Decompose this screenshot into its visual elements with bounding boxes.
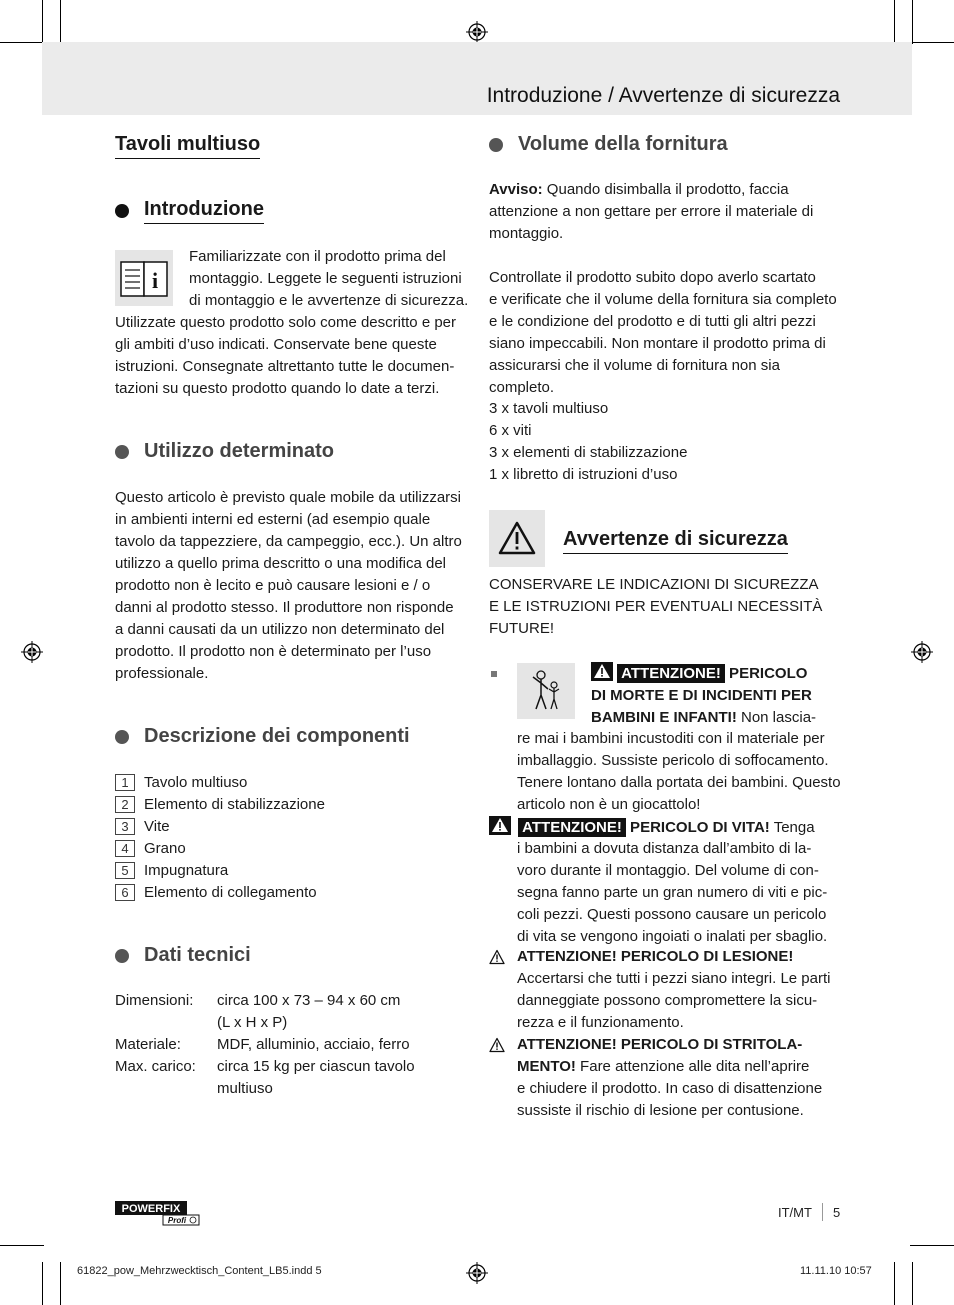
list-item: 6 x viti [489,422,532,439]
crop-mark [910,42,954,43]
warning-triangle-icon [489,949,505,965]
warning-children-text: re mai i bambini incustoditi con il materiale per imballaggio. Sussiste pericolo di soffocamento. Tenere lontano dalla portata dei bambini. Questo articolo non è un giocattolo! [517,730,841,813]
svg-text:i: i [151,268,159,293]
warning-life-text: i bambini a dovuta distanza dall’ambito di la- voro durante il montaggio. Del volume di con- segna fanno parte un gran numero di viti e pic- coli pezzi. Questi possono causare un pericolo di vita se vengono ingoiati o inalati per sbaglio. [517,840,828,945]
registration-mark-icon [466,1262,488,1284]
registration-mark-icon [21,641,43,663]
section-heading-introduzione: Introduzione [115,198,264,224]
registration-mark-icon [911,641,933,663]
page-number: 5 [832,1204,841,1220]
crop-mark [0,42,44,43]
list-item: 6 Elemento di collegamento [115,881,325,903]
crop-mark [60,0,61,44]
manual-info-icon [115,250,173,306]
crop-mark [60,1262,61,1305]
warning-injury: ATTENZIONE! PERICOLO DI LESIONE! Accertarsi che tutti i pezzi siano integri. Le parti danneggiate possono compromettere la sicu- rezza e il funzionamento. [517,948,831,1031]
list-item: 1 x libretto di istruzioni d’uso [489,466,678,483]
section-heading-componenti: Descrizione dei componenti [115,725,410,748]
crop-mark [894,1262,895,1305]
section-heading-utilizzo: Utilizzo determinato [115,440,334,463]
bullet-icon [115,949,129,963]
warning-badge-icon [591,662,613,681]
warning-badge-icon [489,816,511,835]
square-bullet-icon [491,671,497,677]
section-heading-avvertenze: Avvertenze di sicurezza [563,528,788,554]
section-heading-dati-tecnici: Dati tecnici [115,944,251,967]
table-row: Dimensioni: circa 100 x 73 – 94 x 60 cm [115,992,401,1009]
footer-separator [822,1203,823,1221]
section-heading-fornitura: Volume della fornitura [489,133,728,156]
tech-table [115,990,457,1100]
attention-badge: ATTENZIONE! [617,664,725,683]
list-item: 3 Vite [115,815,325,837]
page-header-title: Introduzione / Avvertenze di sicurezza [486,84,840,107]
table-row: multiuso [217,1080,273,1097]
slug-file: 61822_pow_Mehrzwecktisch_Content_LB5.indd 5 [77,1265,322,1277]
list-item: 5 Impugnatura [115,859,325,881]
warning-triangle-icon [489,1037,505,1053]
bullet-icon [115,204,129,218]
bullet-icon [489,138,503,152]
svg-text:POWERFIX: POWERFIX [121,1203,181,1215]
crop-mark [894,0,895,44]
warning-crush: ATTENZIONE! PERICOLO DI STRITOLA- MENTO! Fare attenzione alle dita nell’aprire e chiudere il prodotto. In caso di disattenzione sussiste il rischio di lesione per contusione. [517,1036,823,1119]
slug-date: 11.11.10 10:57 [800,1265,872,1277]
table-row: Materiale: MDF, alluminio, acciaio, ferro [115,1036,410,1053]
list-item: 3 x elementi di stabilizzazione [489,444,688,461]
document-title: Tavoli multiuso [115,133,260,159]
warning-triangle-icon [489,510,545,567]
usage-text: Questo articolo è previsto quale mobile da utilizzarsi in ambienti interni ed esterni (ad esempio quale tavolo da tappezziere, da campeggio, ecc.). Un altro utilizzo a quello prima descritto o una modifica del prodotto non è lecito e può causare lesioni e / o danni al prodotto stesso. Il produttore non risponde a danni causati da un utilizzo non determinato del prodotto. Il prodotto non è determinato per l’uso professionale. [115,489,462,682]
table-row: (L x H x P) [217,1014,288,1031]
crop-mark [912,1262,913,1305]
supply-note: Avviso: Quando disimballa il prodotto, faccia attenzione a non gettare per errore il materiale di montaggio. [489,181,814,242]
registration-mark-icon [466,21,488,43]
attention-badge: ATTENZIONE! [518,818,626,837]
safety-keep-text: CONSERVARE LE INDICAZIONI DI SICUREZZA E LE ISTRUZIONI PER EVENTUALI NECESSITÀ FUTURE! [489,576,823,637]
crop-mark [0,1245,44,1246]
crop-mark [42,1262,43,1305]
intro-text-beside-icon: Familiarizzate con il prodotto prima del montaggio. Leggete le seguenti istruzioni di montaggio e le avvertenze di sicurezza. [189,248,469,309]
crop-mark [910,1245,954,1246]
footer-language: IT/MT [778,1204,812,1220]
crop-mark [912,0,913,44]
table-row: Max. carico: circa 15 kg per ciascun tavolo [115,1058,415,1075]
intro-text: Utilizzate questo prodotto solo come descritto e per gli ambiti d’uso indicati. Conservate bene queste istruzioni. Consegnate altrettanto tutte le documen- tazioni su questo prodotto quando lo date a terzi. [115,314,457,397]
list-item: 1 Tavolo multiuso [115,771,325,793]
warning-life-head: ATTENZIONE! PERICOLO DI VITA! Tenga [489,816,849,839]
svg-text:Profi: Profi [167,1216,187,1225]
list-item: 2 Elemento di stabilizzazione [115,793,325,815]
list-item: 3 x tavoli multiuso [489,400,609,417]
crop-mark [42,0,43,44]
warning-children-head: ATTENZIONE! PERICOLO DI MORTE E DI INCIDENTI PER BAMBINI E INFANTI! Non lascia- [591,662,846,729]
supply-items [489,398,844,486]
list-item: 4 Grano [115,837,325,859]
components-list [115,771,325,903]
supply-check-text: Controllate il prodotto subito dopo averlo scartato e verificate che il volume della fornitura sia completo e le condizione del prodotto e di tutti gli altri pezzi siano impeccabili. Non montare il prodotto prima di assicurarsi che il volume di fornitura non sia completo. [489,269,837,396]
powerfix-logo [115,1201,200,1227]
child-warning-icon [517,663,575,719]
footer-page-info [778,1203,840,1221]
bullet-icon [115,445,129,459]
bullet-icon [115,730,129,744]
